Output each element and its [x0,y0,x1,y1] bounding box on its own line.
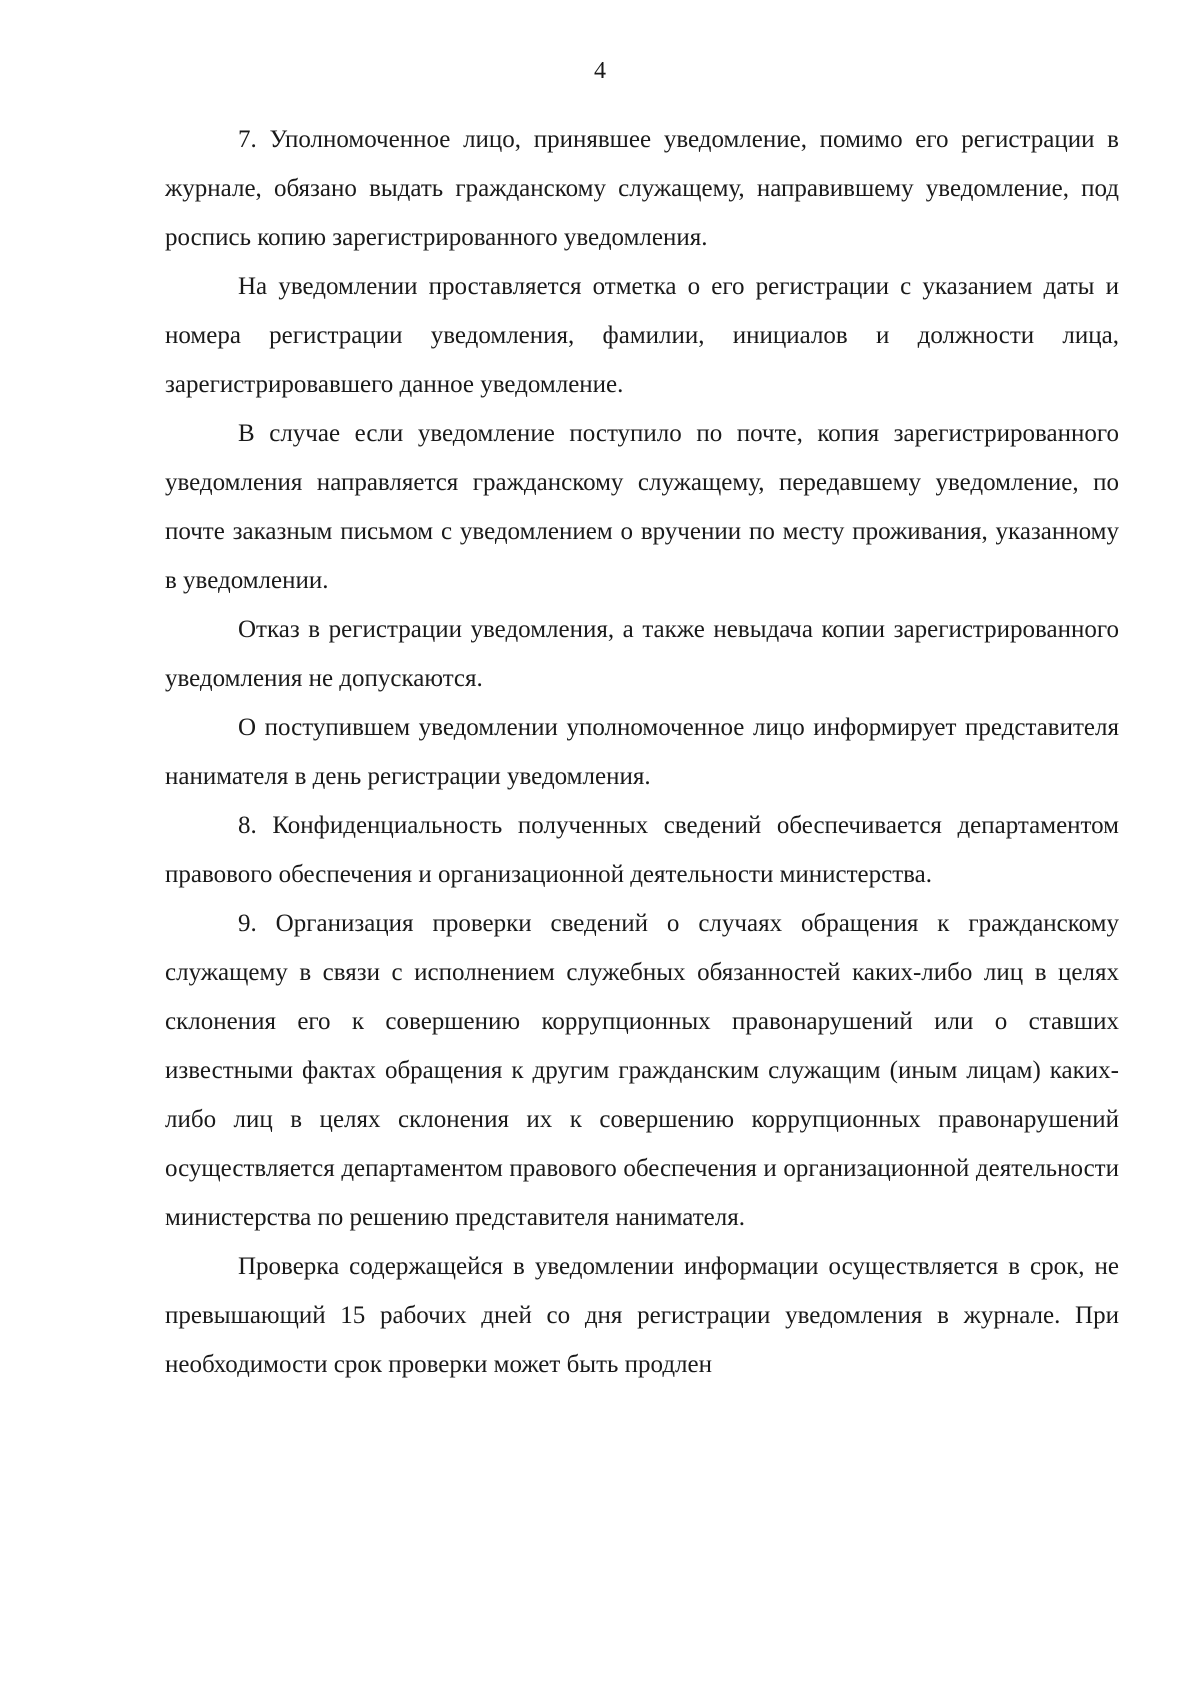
paragraph-9-verification: 9. Организация проверки сведений о случаях обращения к гражданскому служащему в связи с исполнением служебных обязанностей каких-либо лиц в целях склонения его к совершению коррупционных правонарушений или о ставших известными фактах обращения к другим гражданским служащим (иным лицам) каких-либо лиц в целях склонения их к совершению коррупционных правонарушений осуществляется департаментом правового обеспечения и организационной деятельности министерства по решению представителя нанимателя. [165,910,1119,1231]
paragraph-7-notice-copy: 7. Уполномоченное лицо, принявшее уведомление, помимо его регистрации в журнале, обязано выдать гражданскому служащему, направившему уведомление, под роспись копию зарегистрированного уведомления. [165,126,1119,251]
paragraph-postal-notice: В случае если уведомление поступило по почте, копия зарегистрированного уведомления направляется гражданскому служащему, передавшему уведомление, по почте заказным письмом с уведомлением о вручении по месту проживания, указанному в уведомлении. [165,420,1119,594]
paragraph-inform-employer: О поступившем уведомлении уполномоченное лицо информирует представителя нанимателя в день регистрации уведомления. [165,714,1119,790]
paragraph-refusal-not-allowed: Отказ в регистрации уведомления, а также невыдача копии зарегистрированного уведомления не допускаются. [165,616,1119,692]
paragraph-verification-term: Проверка содержащейся в уведомлении информации осуществляется в срок, не превышающий 15 рабочих дней со дня регистрации уведомления в журнале. При необходимости срок проверки может быть продлен [165,1253,1119,1378]
document-body [165,115,1119,1389]
paragraph-8-confidentiality: 8. Конфиденциальность полученных сведений обеспечивается департаментом правового обеспечения и организационной деятельности министерства. [165,812,1119,888]
paragraph-registration-mark: На уведомлении проставляется отметка о его регистрации с указанием даты и номера регистрации уведомления, фамилии, инициалов и должности лица, зарегистрировавшего данное уведомление. [165,273,1119,398]
page-number: 4 [594,58,606,84]
